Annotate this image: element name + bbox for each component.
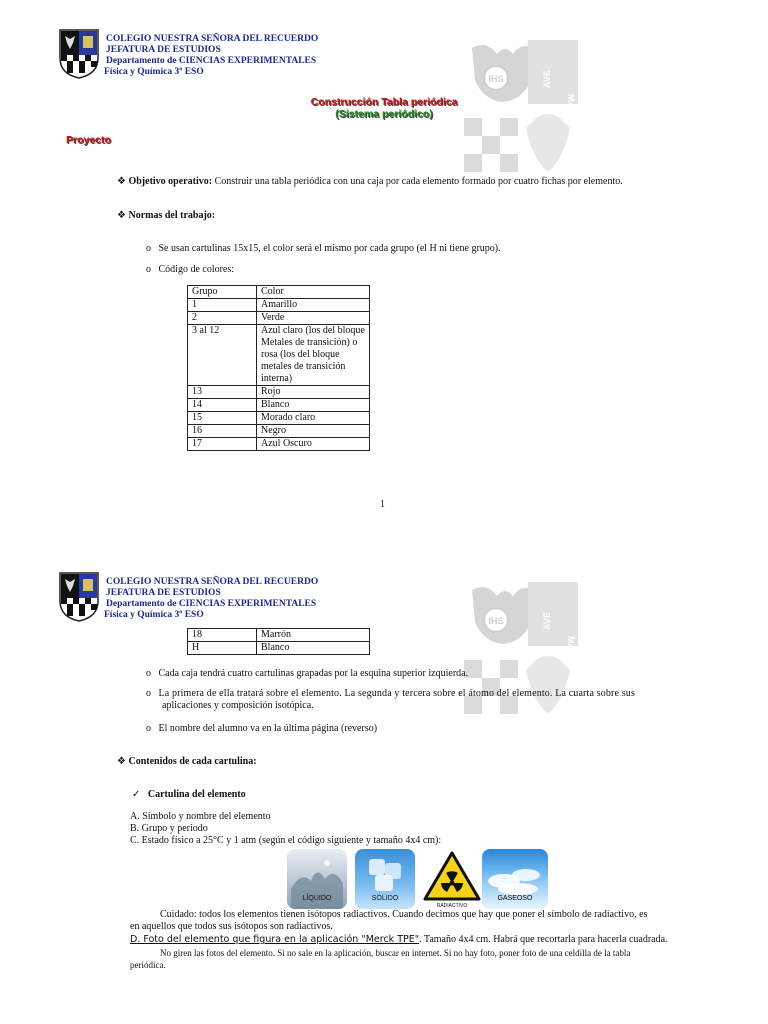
watermark-maria: MARIA [566,636,576,666]
school-crest-icon [58,28,100,80]
school-crest-icon [58,571,100,623]
diamond-bullet-icon: ❖ [117,176,126,187]
table-cell: Amarillo [257,299,370,312]
norma-item-1 [146,243,501,255]
line-d-label: D. Foto del elemento que figura en la aplicación "Merck TPE" [130,934,420,945]
table-row [188,325,370,386]
norma-item-2 [146,264,234,276]
line-a: A. Símbolo y nombre del elemento [130,811,271,822]
contenidos-label: Contenidos de cada cartulina: [128,756,257,767]
circle-bullet-icon: o [146,688,151,699]
table-header-row [188,286,370,299]
color-code-table [187,285,370,451]
caja-item-3 [146,723,377,735]
radioactive-card [422,849,482,909]
table-cell: 15 [188,412,257,425]
page-title: Construcción Tabla periódica [310,96,458,108]
table-row [188,629,370,642]
diamond-bullet-icon: ❖ [117,210,126,221]
caja-item-2-line1: La primera de ella tratará sobre el elemento. La segunda y tercera sobre el átomo del elemento. La cuarta sobre sus [158,688,635,699]
school-header [106,577,318,621]
caja-item-1 [146,668,468,680]
table-row [188,299,370,312]
line-d [130,934,668,946]
solid-state-card [355,849,415,909]
card-label: SÓLIDO [371,895,399,902]
cartulina-line [132,789,246,801]
proyecto-heading: Proyecto [66,134,111,146]
table-row [188,642,370,655]
objetivo-text: Construir una tabla periódica con una caja por cada elemento formado por cuatro fichas por elemento. [212,176,623,187]
watermark-ihs: IHS [488,616,504,626]
table-header-cell: Grupo [188,286,257,299]
header-department-1: JEFATURA DE ESTUDIOS [106,588,221,598]
table-cell: 13 [188,386,257,399]
cartulina-label: Cartulina del elemento [147,789,246,800]
table-cell: 2 [188,312,257,325]
table-cell: Blanco [257,642,370,655]
watermark-maria: MARIA [566,94,576,124]
watermark-ihs: IHS [488,74,504,84]
cuidado-line2: en aquellos que todos sus isótopos son radiactivos. [130,921,333,932]
table-cell: Marrón [257,629,370,642]
table-cell: Azul claro (los del bloque Metales de transición) o rosa (los del bloque metales de transición interna) [257,325,370,386]
table-cell: H [188,642,257,655]
table-cell: Verde [257,312,370,325]
objetivo-label: Objetivo operativo: [128,176,213,187]
liquid-state-card [287,849,347,909]
table-row [188,312,370,325]
caja-item-2 [146,688,635,700]
table-header-cell: Color [257,286,370,299]
table-row [188,425,370,438]
table-cell: 3 al 12 [188,325,257,386]
table-cell: Azul Oscuro [257,438,370,451]
circle-bullet-icon: o [146,243,151,254]
contenidos-line [117,756,257,768]
header-department-1: JEFATURA DE ESTUDIOS [106,45,221,55]
no-giren-line2: periódica. [130,960,166,970]
color-code-table-continued [187,628,370,655]
table-cell: 18 [188,629,257,642]
header-school-name: COLEGIO NUESTRA SEÑORA DEL RECUERDO [106,34,319,44]
card-label: RADIACTIVO [436,903,468,909]
table-row [188,438,370,451]
watermark-emblem-icon [462,580,580,724]
gas-state-card [482,849,548,909]
norma-2-text: Código de colores: [158,264,235,275]
normas-label: Normas del trabajo: [128,210,216,221]
checkmark-bullet-icon: ✓ [132,789,141,800]
table-cell: 16 [188,425,257,438]
table-cell: Blanco [257,399,370,412]
table-cell: Rojo [257,386,370,399]
no-giren-line1: No giren las fotos del elemento. Si no sale en la aplicación, buscar en internet. Si no hay foto, poner foto de una celdilla de la tabla [160,948,631,958]
card-label: GASEOSO [497,895,533,902]
table-row [188,412,370,425]
normas-line [117,210,215,222]
watermark-ave: AVE [542,612,552,630]
circle-bullet-icon: o [146,668,151,679]
caja-item-3-text: El nombre del alumno va en la última página (reverso) [158,723,378,734]
norma-1-text: Se usan cartulinas 15x15, el color será el mismo por cada grupo (el H ni tiene grupo). [158,243,501,254]
header-course: Física y Química 3º ESO [104,67,204,77]
header-course: Física y Química 3º ESO [104,610,204,620]
cuidado-line1: Cuidado: todos los elementos tienen isótopos radiactivos. Cuando decimos que hay que poner el símbolo de radiactivo, es [160,909,648,920]
table-cell: 17 [188,438,257,451]
caja-item-1-text: Cada caja tendrá cuatro cartulinas grapadas por la esquina superior izquierda. [158,668,469,679]
circle-bullet-icon: o [146,264,151,275]
line-d-text: . Tamaño 4x4 cm. Habrá que recortarla para hacerla cuadrada. [419,934,668,945]
circle-bullet-icon: o [146,723,151,734]
line-b: B. Grupo y periodo [130,823,208,834]
table-cell: 1 [188,299,257,312]
watermark-ave: AVE [542,70,552,88]
header-school-name: COLEGIO NUESTRA SEÑORA DEL RECUERDO [106,577,319,587]
card-label: LÍQUIDO [302,895,332,902]
header-department-2: Departamento de CIENCIAS EXPERIMENTALES [106,56,317,66]
table-row [188,399,370,412]
table-cell: Morado claro [257,412,370,425]
caja-item-2-line2: aplicaciones y composición isotópica. [162,700,314,711]
table-cell: Negro [257,425,370,438]
table-row [188,386,370,399]
diamond-bullet-icon: ❖ [117,756,126,767]
school-header [106,34,318,78]
line-c: C. Estado físico a 25°C y 1 atm (según el código siguiente y tamaño 4x4 cm): [130,835,442,846]
page-subtitle: (Sistema periódico) [335,108,433,120]
objetivo-line [117,176,623,188]
header-department-2: Departamento de CIENCIAS EXPERIMENTALES [106,599,317,609]
table-cell: 14 [188,399,257,412]
page-number: 1 [380,499,385,510]
radioactive-warning-icon [422,849,482,909]
